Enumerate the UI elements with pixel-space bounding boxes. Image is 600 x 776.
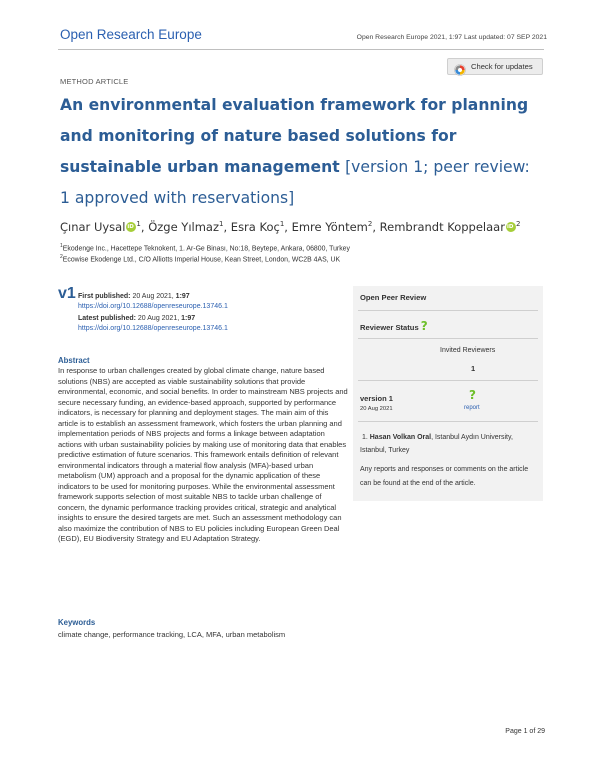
divider — [358, 421, 538, 422]
status-question-icon: ? — [420, 319, 428, 333]
review-status-question-icon[interactable]: ? — [469, 388, 476, 402]
author-name[interactable]: Rembrandt Koppelaar — [379, 219, 505, 234]
author-affiliation-ref: 1 — [136, 220, 141, 228]
update-badge-icon — [454, 61, 466, 73]
divider — [358, 310, 538, 311]
version-badge: v1 — [58, 285, 76, 302]
keywords-heading: Keywords — [58, 618, 96, 627]
reviewer-number: 1 — [471, 364, 476, 373]
article-title — [60, 90, 540, 214]
affiliation: $^2$Ecowise Ekodenge Ltd., C/O Alliotts Imperial House, Kean Street, London, WC2B 4AS, UK — [60, 254, 341, 264]
check-updates-label: Check for updates — [471, 62, 533, 71]
report-link[interactable]: report — [464, 405, 480, 411]
header-meta: Open Research Europe 2021, 1:97 Last updated: 07 SEP 2021 — [356, 34, 547, 41]
author-affiliation-ref: 1 — [219, 220, 224, 228]
abstract-heading: Abstract — [58, 356, 90, 365]
author-name[interactable]: Özge Yılmaz — [148, 219, 220, 234]
author-name[interactable]: Esra Koç — [230, 219, 280, 234]
check-for-updates-button[interactable] — [447, 58, 543, 75]
peer-review-note: Any reports and responses or comments on the article can be found at the end of the article. — [360, 466, 529, 487]
peer-review-title: Open Peer Review — [360, 293, 427, 302]
first-published-doi-link[interactable]: https://doi.org/10.12688/openreseurope.13746.1 — [78, 303, 228, 310]
author-list: Çınar UysaliD $^1$, Özge Yılmaz$^1$, Esra Koç$^1$, Emre Yöntem$^2$, Rembrandt KoppelaariD $^2$ — [60, 216, 550, 235]
invited-reviewers-label: Invited Reviewers — [440, 347, 496, 354]
review-version-label: version 1 — [360, 394, 393, 403]
author-name[interactable]: Emre Yöntem — [291, 219, 368, 234]
header-rule — [58, 49, 544, 50]
author-affiliation-ref: 2 — [515, 220, 521, 228]
reviewer-status: Reviewer Status ? — [360, 319, 428, 333]
divider — [358, 380, 538, 381]
author-affiliation-ref: 1 — [279, 220, 285, 228]
orcid-icon[interactable] — [126, 222, 136, 232]
orcid-icon[interactable] — [506, 222, 516, 232]
review-version-date: 20 Aug 2021 — [360, 406, 393, 412]
keywords-text: climate change, performance tracking, LCA, MFA, urban metabolism — [58, 630, 286, 639]
reviewer-entry: 1. Hasan Volkan Oral, Istanbul Aydın University, Istanbul, Turkey — [360, 434, 513, 454]
article-type: METHOD ARTICLE — [60, 77, 129, 86]
page-number: Page 1 of 29 — [505, 728, 545, 735]
author-name[interactable]: Çınar Uysal — [60, 219, 126, 234]
first-published: First published: 20 Aug 2021, 1:97 https://doi.org/10.12688/openreseurope.13746.1 — [78, 293, 228, 310]
abstract-text: In response to urban challenges created by global climate change, nature based solutions (NBS) are accepted as viable sustainability solutions that provide environmental, economic, and social benefits. In order to mainstream NBS projects and secure necessary funding, an evidence-based approach, supported by performance indicators, is necessary for planning and deployment stages. The main aim of this article is to establish an assessment framework, which fosters the urban planning and implementation periods of NBS projects and forms a linkage between adaptation actions with urban sustainability policies by making use of monitoring data that enables predictive estimation of future scenarios. This framework entails definition of relevant environmental indicators through a material flow analysis (MFA)-based urban metabolism (UM) approach and a proposal for the dynamic application of these indicators to be used for monitoring purposes. While the environmental assessment framework supports selection of most suitable NBS to tackle urban challenge of concern, the dynamic performance tracking provides critical, strategic and analytical insights to ensure the desired targets are met. Such an assessment methodology can also maximize the contribution of NBS to EU policies including European Green Deal (EGD), EU Biodiversity Strategy and EU Adaptation Strategy. — [58, 366, 348, 543]
latest-published-doi-link[interactable]: https://doi.org/10.12688/openreseurope.13746.1 — [78, 325, 228, 332]
title-version: [version 1; peer review: 1 approved with reservations] — [60, 158, 530, 207]
reviewer-name[interactable]: Hasan Volkan Oral — [369, 434, 432, 441]
title-main: An environmental evaluation framework for planning and monitoring of nature based solutions for sustainable urban management — [60, 96, 529, 176]
affiliation: $^1$Ekodenge Inc., Hacettepe Teknokent, 1. Ar-Ge Binası, No:18, Beytepe, Ankara, 06800, Turkey — [60, 243, 350, 253]
journal-brand[interactable]: Open Research Europe — [60, 27, 202, 42]
author-affiliation-ref: 2 — [367, 220, 373, 228]
latest-published: Latest published: 20 Aug 2021, 1:97 https://doi.org/10.12688/openreseurope.13746.1 — [78, 315, 228, 332]
divider — [358, 338, 538, 339]
